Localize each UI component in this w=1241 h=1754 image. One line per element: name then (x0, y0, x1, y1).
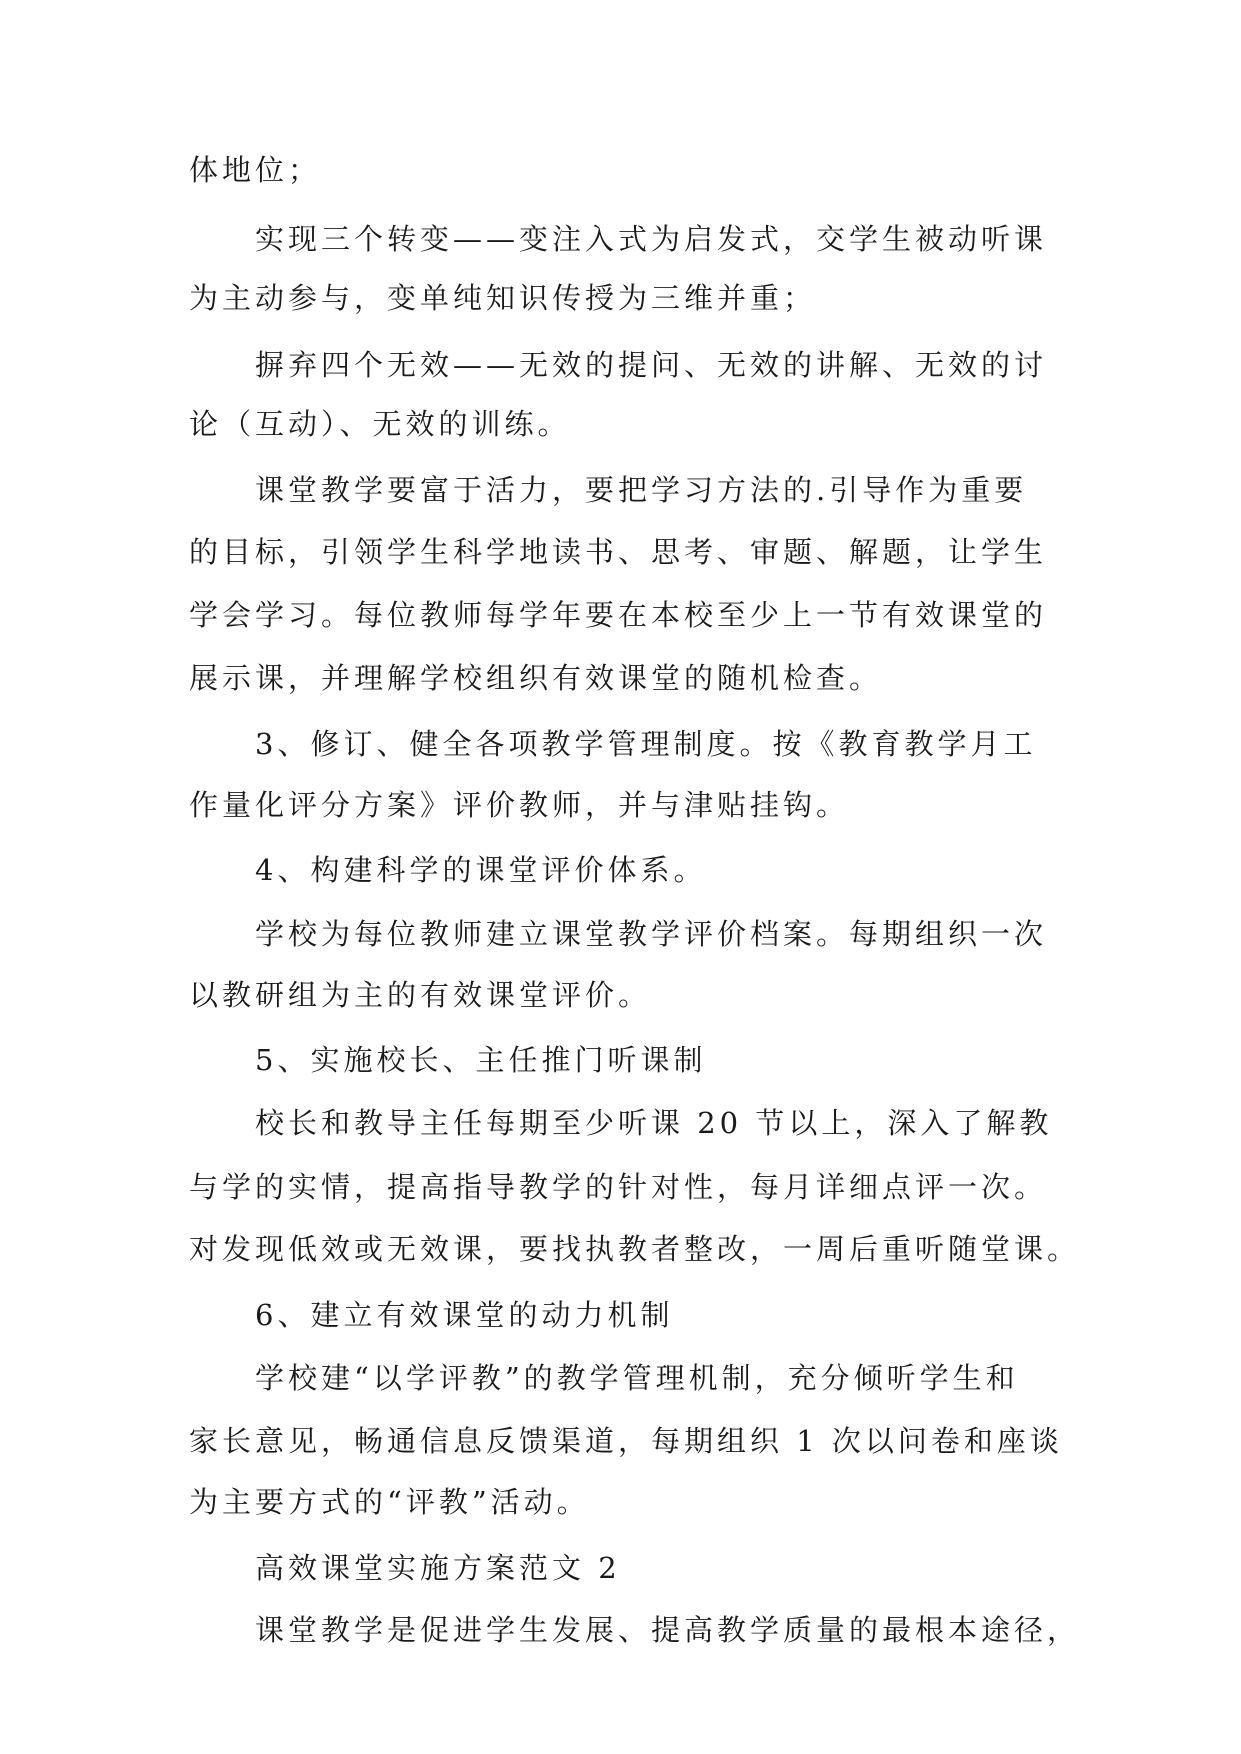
paragraph-line: 以教研组为主的有效课堂评价。 (189, 978, 652, 1012)
section-heading: 高效课堂实施方案范文 2 (255, 1551, 621, 1585)
paragraph-line: 5、实施校长、主任推门听课制 (255, 1043, 707, 1077)
paragraph-line: 摒弃四个无效——无效的提问、无效的讲解、无效的讨 (255, 348, 1048, 382)
paragraph-line: 学校建“以学评教”的教学管理机制，充分倾听学生和 (255, 1361, 1019, 1395)
paragraph-line: 作量化评分方案》评价教师，并与津贴挂钩。 (189, 788, 850, 822)
paragraph-line: 论（互动）、无效的训练。 (189, 407, 571, 441)
paragraph-line: 为主要方式的“评教”活动。 (189, 1485, 590, 1519)
paragraph-line: 课堂教学要富于活力，要把学习方法的.引导作为重要 (255, 473, 1028, 507)
paragraph-line: 为主动参与，变单纯知识传授为三维并重； (189, 281, 817, 315)
paragraph-line: 6、建立有效课堂的动力机制 (255, 1298, 674, 1332)
paragraph-line: 对发现低效或无效课，要找执教者整改，一周后重听随堂课。 (189, 1232, 1081, 1266)
paragraph-line: 学会学习。每位教师每学年要在本校至少上一节有效课堂的 (189, 598, 1048, 632)
paragraph-line: 的目标，引领学生科学地读书、思考、审题、解题，让学生 (189, 535, 1048, 569)
paragraph-line: 与学的实情，提高指导教学的针对性，每月详细点评一次。 (189, 1170, 1048, 1204)
paragraph-line: 课堂教学是促进学生发展、提高教学质量的最根本途径， (255, 1613, 1081, 1647)
paragraph-line: 校长和教导主任每期至少听课 20 节以上，深入了解教 (255, 1106, 1053, 1140)
paragraph-line: 家长意见，畅通信息反馈渠道，每期组织 1 次以问卷和座谈 (189, 1424, 1063, 1458)
paragraph-line: 展示课，并理解学校组织有效课堂的随机检查。 (189, 661, 883, 695)
paragraph-line: 4、构建科学的课堂评价体系。 (255, 853, 707, 887)
paragraph-line: 实现三个转变——变注入式为启发式，交学生被动听课 (255, 222, 1048, 256)
paragraph-line: 学校为每位教师建立课堂教学评价档案。每期组织一次 (255, 917, 1048, 951)
paragraph-line: 体地位； (189, 153, 322, 187)
paragraph-line: 3、修订、健全各项教学管理制度。按《教育教学月工 (255, 727, 1037, 761)
